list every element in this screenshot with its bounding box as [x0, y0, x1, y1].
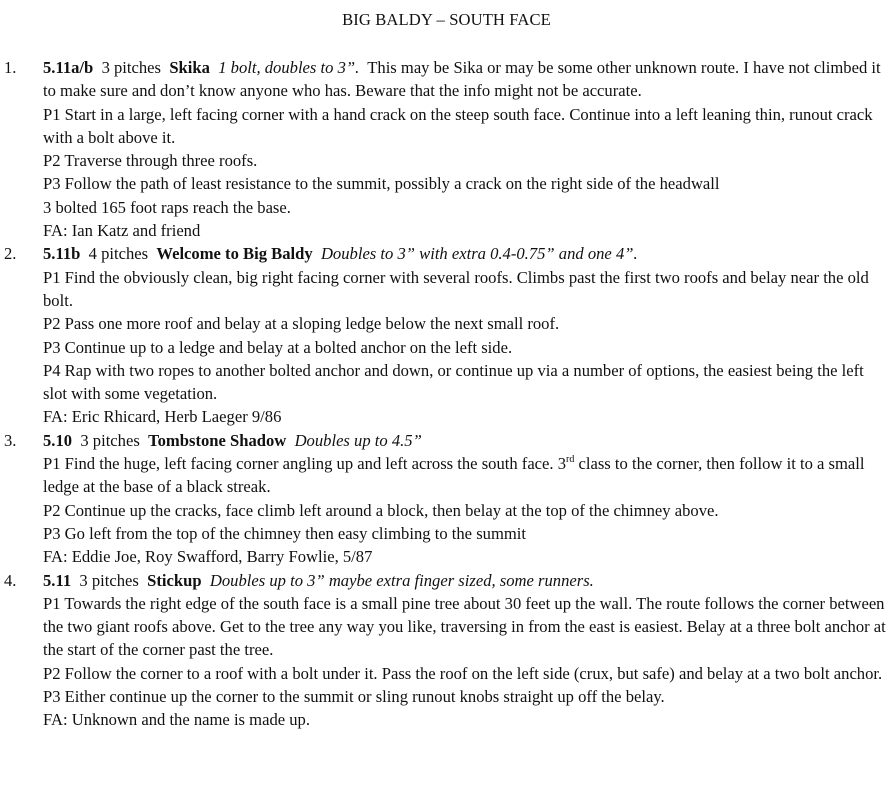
route-name: Tombstone Shadow — [148, 430, 287, 450]
route-header — [43, 242, 887, 265]
route-number: 1. — [4, 58, 17, 77]
route-pitches: 3 pitches — [79, 570, 139, 590]
route-pitch-line: P1 Start in a large, left facing corner with a hand crack on the steep south face. Continue into a left leaning thin, runout crack with a bolt above it. — [43, 104, 873, 147]
route-pitch-line: P2 Follow the corner to a roof with a bolt under it. Pass the roof on the left side (crux, but safe) and belay at a two bolt anchor. — [43, 663, 883, 683]
pitch-text: P1 Find the huge, left facing corner angling up and left across the south face. 3 — [43, 454, 567, 474]
route-pitches: 4 pitches — [88, 244, 149, 264]
route-name: Welcome to Big Baldy — [156, 244, 313, 264]
route-first-ascent: FA: Ian Katz and friend — [43, 221, 201, 241]
route-descent-line: 3 bolted 165 foot raps reach the base. — [43, 197, 291, 217]
ordinal-suffix: rd — [566, 453, 575, 465]
route-3 — [0, 429, 893, 569]
route-grade: 5.11a/b — [43, 58, 94, 77]
route-pitch-line: P3 Either continue up the corner to the summit or sling runout knobs straight up off the belay. — [43, 687, 665, 707]
route-header — [43, 569, 887, 592]
route-grade: 5.11 — [43, 570, 72, 590]
route-pitch-line: P3 Go left from the top of the chimney then easy climbing to the summit — [43, 523, 526, 543]
route-first-ascent: FA: Eric Rhicard, Herb Laeger 9/86 — [43, 407, 282, 427]
route-number: 4. — [4, 570, 17, 590]
route-pitch-line: P4 Rap with two ropes to another bolted anchor and down, or continue up via a number of options, the easiest being the left slot with some vegetation. — [43, 360, 864, 404]
route-gear: Doubles up to 4.5” — [294, 430, 422, 450]
route-header — [43, 56, 887, 103]
route-pitch-line: P1 Towards the right edge of the south face is a small pine tree about 30 feet up the wall. The route follows the corner between the two giant roofs above. Get to the tree any way you like, traversing in from the east is easiest. Belay at a three bolt anchor at the start of the corner past the tree. — [43, 593, 886, 660]
route-first-ascent: FA: Eddie Joe, Roy Swafford, Barry Fowlie, 5/87 — [43, 547, 373, 567]
route-name: Stickup — [147, 570, 202, 590]
route-number: 2. — [4, 244, 17, 264]
route-name: Skika — [169, 58, 210, 77]
route-pitch-line: P2 Pass one more roof and belay at a sloping ledge below the next small roof. — [43, 314, 560, 334]
route-pitch-line: P1 Find the obviously clean, big right facing corner with several roofs. Climbs past the first two roofs and belay near the old bolt. — [43, 267, 869, 310]
route-pitches: 3 pitches — [101, 58, 162, 77]
page-title: BIG BALDY – SOUTH FACE — [342, 10, 551, 29]
route-2 — [0, 242, 893, 428]
route-1 — [0, 56, 893, 242]
route-pitch-line: P3 Continue up to a ledge and belay at a bolted anchor on the left side. — [43, 337, 513, 357]
route-gear: 1 bolt, doubles to 3”. — [218, 58, 360, 77]
route-gear: Doubles up to 3” maybe extra finger sized, some runners. — [209, 570, 594, 590]
route-pitch-line: P2 Continue up the cracks, face climb left around a block, then belay at the top of the chimney above. — [43, 500, 719, 520]
route-header — [43, 429, 887, 452]
route-note: This may be Sika or may be some other unknown route. I have not climbed it to make sure and don’t know anyone who has. Beware that the info might not be accurate. — [43, 58, 881, 101]
route-pitch-line: P2 Traverse through three roofs. — [43, 151, 258, 171]
route-4 — [0, 569, 893, 732]
route-gear: Doubles to 3” with extra 0.4-0.75” and one 4”. — [320, 244, 638, 264]
route-number: 3. — [4, 430, 17, 450]
route-pitch-line — [43, 452, 887, 499]
route-first-ascent: FA: Unknown and the name is made up. — [43, 710, 310, 730]
route-grade: 5.11b — [43, 244, 81, 264]
route-grade: 5.10 — [43, 430, 73, 450]
route-pitches: 3 pitches — [80, 430, 140, 450]
route-list — [0, 56, 893, 732]
route-pitch-line: P3 Follow the path of least resistance to the summit, possibly a crack on the right side of the headwall — [43, 174, 720, 194]
pitch-text: class to the corner, then follow it to a small ledge at the base of a black streak. — [43, 454, 865, 497]
